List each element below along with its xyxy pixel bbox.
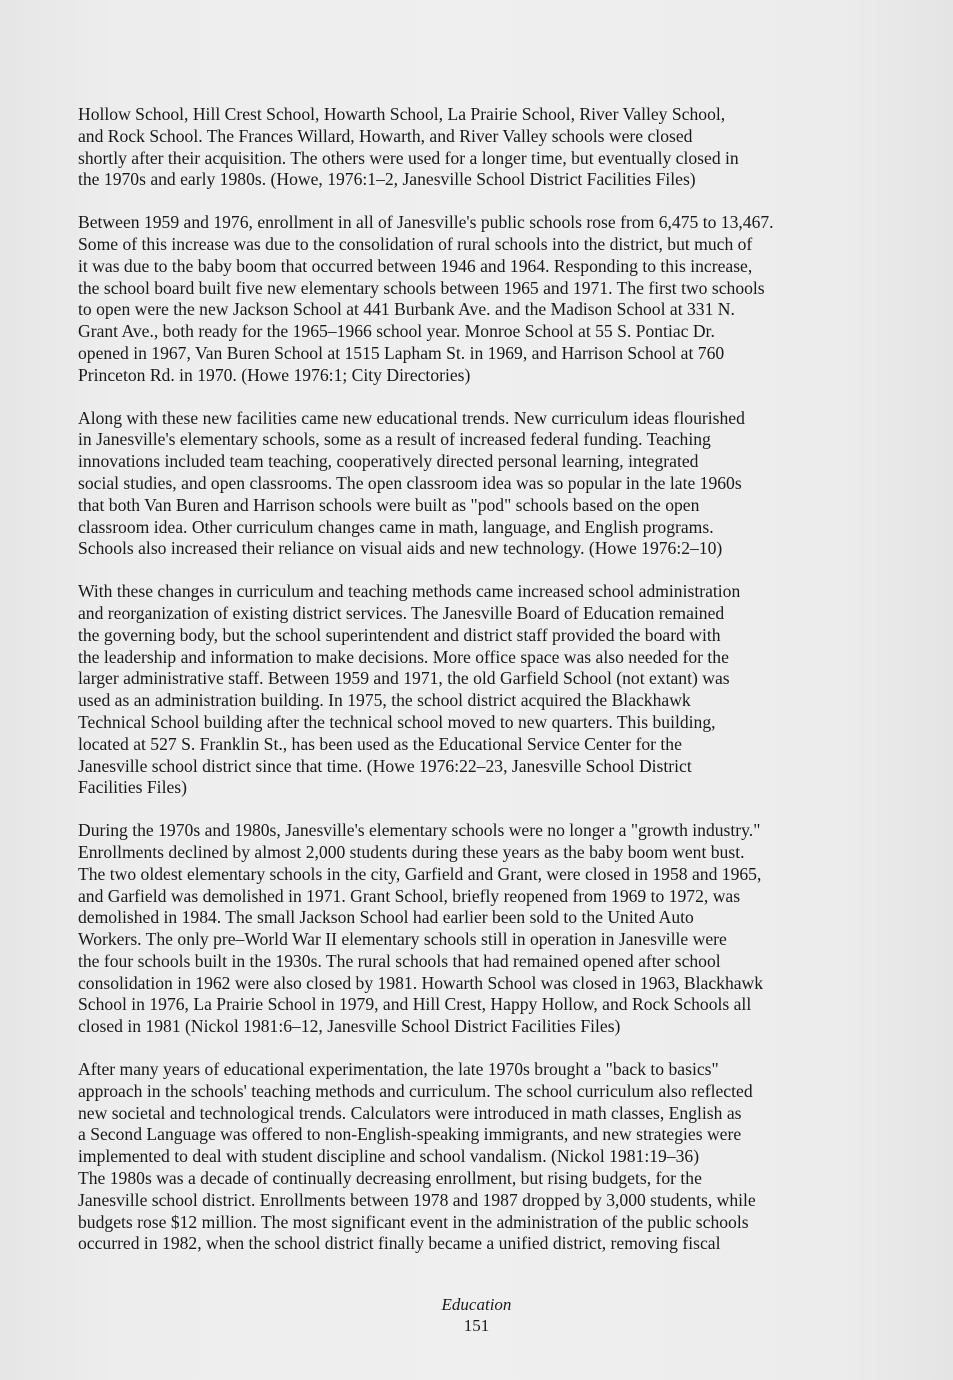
text-line: Janesville school district since that time. (Howe 1976:22–23, Janesville School District bbox=[78, 755, 692, 776]
text-line: social studies, and open classrooms. The open classroom idea was so popular in the late 1960s bbox=[78, 472, 742, 493]
text-line: larger administrative staff. Between 1959 and 1971, the old Garfield School (not extant) was bbox=[78, 668, 730, 689]
text-line: consolidation in 1962 were also closed by 1981. Howarth School was closed in 1963, Blackhawk bbox=[78, 972, 764, 993]
text-line: Some of this increase was due to the consolidation of rural schools into the district, but much of bbox=[78, 233, 753, 254]
text-line: The two oldest elementary schools in the city, Garfield and Grant, were closed in 1958 and 1965, bbox=[78, 863, 762, 884]
text-line: School in 1976, La Prairie School in 1979, and Hill Crest, Happy Hollow, and Rock Schools all bbox=[78, 994, 752, 1015]
text-line: opened in 1967, Van Buren School at 1515 Lapham St. in 1969, and Harrison School at 760 bbox=[78, 342, 725, 363]
text-line: demolished in 1984. The small Jackson School had earlier been sold to the United Auto bbox=[78, 907, 694, 928]
text-line: the 1970s and early 1980s. (Howe, 1976:1–2, Janesville School District Facilities Files) bbox=[78, 169, 696, 190]
text-line: After many years of educational experimentation, the late 1970s brought a "back to basics" bbox=[78, 1059, 719, 1080]
text-line: Between 1959 and 1976, enrollment in all of Janesville's public schools rose from 6,475 to 13,467. bbox=[78, 212, 774, 233]
text-line: Workers. The only pre–World War II elementary schools still in operation in Janesville were bbox=[78, 929, 727, 950]
text-line: and Rock School. The Frances Willard, Howarth, and River Valley schools were closed bbox=[78, 125, 693, 146]
text-line: Technical School building after the technical school moved to new quarters. This building, bbox=[78, 711, 716, 732]
paragraph bbox=[78, 581, 898, 799]
text-line: implemented to deal with student discipline and school vandalism. (Nickol 1981:19–36) bbox=[78, 1146, 700, 1167]
page-number: 151 bbox=[463, 1316, 490, 1335]
paragraph bbox=[78, 820, 898, 1038]
text-line: Grant Ave., both ready for the 1965–1966 school year. Monroe School at 55 S. Pontiac Dr. bbox=[78, 321, 715, 342]
text-line: and reorganization of existing district services. The Janesville Board of Education remained bbox=[78, 602, 725, 623]
text-line: Janesville school district. Enrollments between 1978 and 1987 dropped by 3,000 students, while bbox=[78, 1189, 756, 1210]
text-line: it was due to the baby boom that occurred between 1946 and 1964. Responding to this increase, bbox=[78, 255, 753, 276]
text-line: located at 527 S. Franklin St., has been used as the Educational Service Center for the bbox=[78, 733, 682, 754]
paragraph bbox=[78, 1168, 898, 1255]
text-line: the four schools built in the 1930s. The rural schools that had remained opened after school bbox=[78, 950, 721, 971]
body-text bbox=[78, 104, 898, 1276]
text-line: in Janesville's elementary schools, some as a result of increased federal funding. Teaching bbox=[78, 429, 711, 450]
text-line: that both Van Buren and Harrison schools were built as "pod" schools based on the open bbox=[78, 494, 700, 515]
text-line: Along with these new facilities came new educational trends. New curriculum ideas flourished bbox=[78, 407, 745, 428]
text-line: the school board built five new elementary schools between 1965 and 1971. The first two schools bbox=[78, 277, 765, 298]
text-line: Princeton Rd. in 1970. (Howe 1976:1; City Directories) bbox=[78, 364, 471, 385]
text-line: classroom idea. Other curriculum changes came in math, language, and English programs. bbox=[78, 516, 714, 537]
text-line: The 1980s was a decade of continually decreasing enrollment, but rising budgets, for the bbox=[78, 1168, 702, 1189]
text-line: Hollow School, Hill Crest School, Howarth School, La Prairie School, River Valley School, bbox=[78, 104, 726, 124]
text-line: new societal and technological trends. Calculators were introduced in math classes, English as bbox=[78, 1102, 742, 1123]
paragraph bbox=[78, 1059, 898, 1168]
text-line: Schools also increased their reliance on visual aids and new technology. (Howe 1976:2–10) bbox=[78, 538, 723, 559]
text-line: used as an administration building. In 1975, the school district acquired the Blackhawk bbox=[78, 690, 691, 711]
text-line: the governing body, but the school superintendent and district staff provided the board with bbox=[78, 624, 721, 645]
text-line: Facilities Files) bbox=[78, 777, 187, 798]
text-line: a Second Language was offered to non-English-speaking immigrants, and new strategies were bbox=[78, 1124, 742, 1145]
paragraph bbox=[78, 408, 898, 561]
text-line: to open were the new Jackson School at 441 Burbank Ave. and the Madison School at 331 N. bbox=[78, 299, 735, 320]
text-line: closed in 1981 (Nickol 1981:6–12, Janesville School District Facilities Files) bbox=[78, 1016, 621, 1037]
text-line: shortly after their acquisition. The others were used for a longer time, but eventually closed in bbox=[78, 147, 739, 168]
text-line: With these changes in curriculum and teaching methods came increased school administration bbox=[78, 581, 741, 602]
text-line: and Garfield was demolished in 1971. Grant School, briefly reopened from 1969 to 1972, was bbox=[78, 885, 741, 906]
text-line: occurred in 1982, when the school district finally became a unified district, removing fiscal bbox=[78, 1233, 721, 1254]
page-footer bbox=[0, 1294, 953, 1336]
text-line: the leadership and information to make decisions. More office space was also needed for the bbox=[78, 646, 729, 667]
text-line: Enrollments declined by almost 2,000 students during these years as the baby boom went bust. bbox=[78, 841, 745, 862]
text-line: innovations included team teaching, cooperatively directed personal learning, integrated bbox=[78, 451, 699, 472]
text-line: approach in the schools' teaching methods and curriculum. The school curriculum also reflected bbox=[78, 1080, 753, 1101]
paragraph bbox=[78, 212, 898, 386]
text-line: During the 1970s and 1980s, Janesville's elementary schools were no longer a "growth industry." bbox=[78, 820, 761, 841]
footer-section-title: Education bbox=[441, 1295, 512, 1314]
paragraph bbox=[78, 104, 898, 191]
text-line: budgets rose $12 million. The most significant event in the administration of the public schools bbox=[78, 1211, 749, 1232]
